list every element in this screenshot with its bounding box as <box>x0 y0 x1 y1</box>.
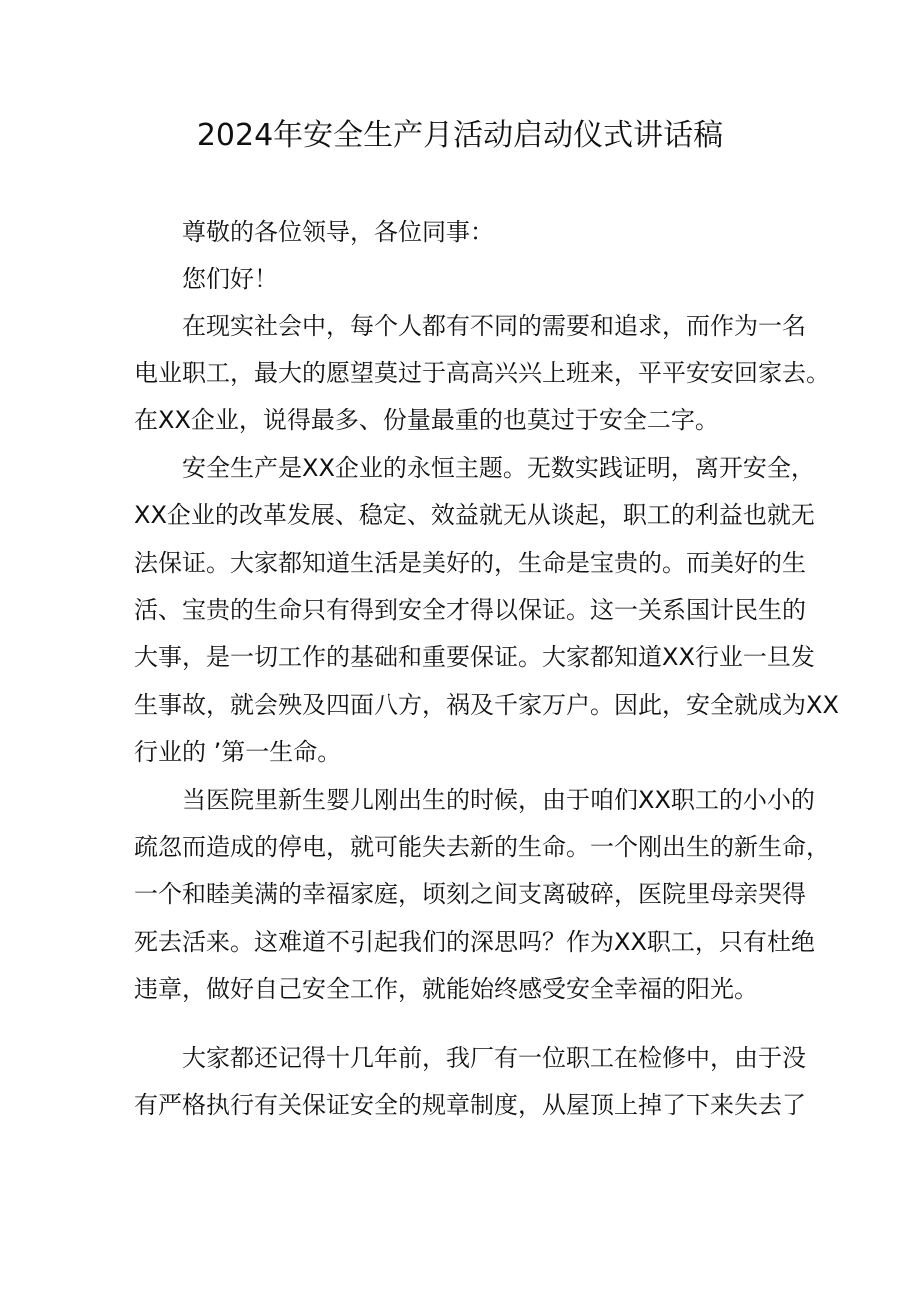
paragraph-line: 行业的 ’第一生命。 <box>134 738 342 766</box>
paragraph-line: 电业职工，最大的愿望莫过于高高兴兴上班来，平平安安回家去。 <box>134 359 830 387</box>
paragraph-line: 在现实社会中，每个人都有不同的需要和追求，而作为一名 <box>182 312 806 340</box>
paragraph-line: 违章，做好自己安全工作，就能始终感受安全幸福的阳光。 <box>134 975 758 1003</box>
paragraph-line: 法保证。大家都知道生活是美好的，生命是宝贵的。而美好的生 <box>134 549 806 577</box>
paragraph-line: 疏忽而造成的停电，就可能失去新的生命。一个刚出生的新生命， <box>134 833 830 861</box>
greeting-line: 尊敬的各位领导，各位同事： <box>182 218 494 246</box>
paragraph-line: XX企业的改革发展、稳定、效益就无从谈起，职工的利益也就无 <box>134 501 815 529</box>
paragraph-line: 大事，是一切工作的基础和重要保证。大家都知道XX行业一旦发 <box>134 643 815 671</box>
paragraph-line: 在XX企业，说得最多、份量最重的也莫过于安全二字。 <box>134 406 719 434</box>
paragraph-line: 活、宝贵的生命只有得到安全才得以保证。这一关系国计民生的 <box>134 596 806 624</box>
paragraph-line: 死去活来。这难道不引起我们的深思吗？作为XX职工，只有杜绝 <box>134 928 815 956</box>
paragraph-line: 生事故，就会殃及四面八方，祸及千家万户。因此，安全就成为XX <box>134 691 839 719</box>
document-title: 2024年安全生产月活动启动仪式讲话稿 <box>196 118 724 153</box>
paragraph-line: 安全生产是XX企业的永恒主题。无数实践证明，离开安全， <box>182 454 815 482</box>
paragraph-line: 大家都还记得十几年前，我厂有一位职工在检修中，由于没 <box>182 1044 806 1072</box>
salutation-line: 您们好！ <box>182 265 278 293</box>
paragraph-line: 有严格执行有关保证安全的规章制度，从屋顶上掉了下来失去了 <box>134 1091 806 1119</box>
paragraph-line: 当医院里新生婴儿刚出生的时候，由于咱们XX职工的小小的 <box>182 786 815 814</box>
paragraph-line: 一个和睦美满的幸福家庭，顷刻之间支离破碎，医院里母亲哭得 <box>134 880 806 908</box>
